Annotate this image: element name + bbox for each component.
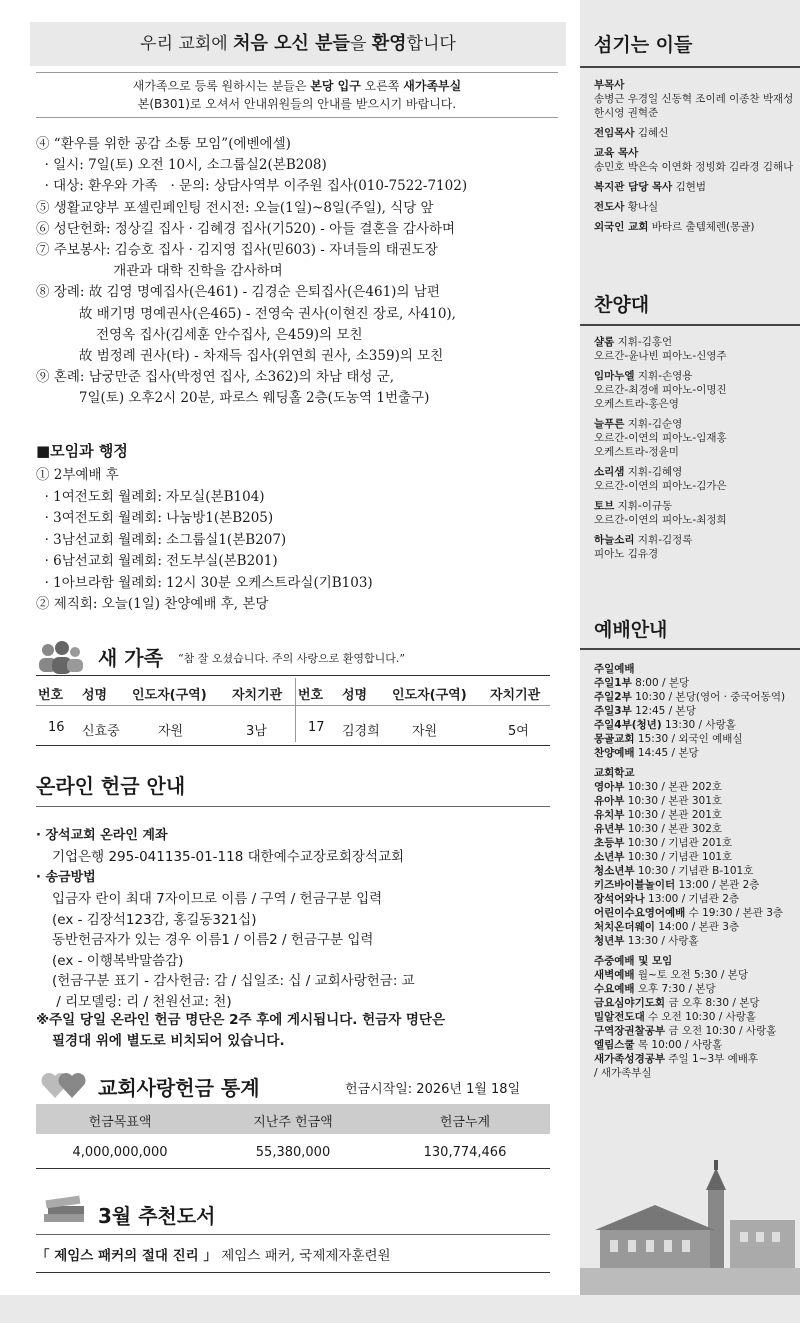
table-header: 인도자(구역): [132, 688, 207, 703]
worship-time: 월~토 오전 5:30 / 본당: [634, 969, 749, 981]
choir-entry: [594, 335, 794, 363]
choir-name: 토브: [594, 500, 615, 512]
worship-time: / 새가족부실: [594, 1067, 652, 1079]
choir-entry: [594, 369, 794, 411]
worship-name: 소년부: [594, 851, 625, 863]
worship-line: [594, 982, 794, 996]
worship-name: 유치부: [594, 809, 625, 821]
table-header: 번호: [298, 688, 324, 703]
worship-name: 금요심야기도회: [594, 997, 666, 1009]
servant-role: 전임목사: [594, 127, 635, 139]
choir-title: 찬양대: [594, 294, 650, 316]
online-note-1: ※주일 당일 온라인 헌금 명단은 2주 후에 게시됩니다. 헌금자 명단은: [36, 1012, 446, 1028]
choir-conductor: 지휘-김혜영: [624, 466, 683, 478]
table-cell: 신효중: [82, 724, 120, 739]
choir-entry: [594, 465, 794, 493]
worship-time: 목 10:00 / 사랑홀: [634, 1039, 723, 1051]
worship-time: 13:30 / 사랑홀: [624, 935, 699, 947]
choir-rule: [580, 324, 800, 326]
worship-name: 장석어와나: [594, 893, 645, 905]
worship-time: 14:00 / 본관 3층: [654, 921, 740, 933]
servant-role: 교육 목사: [594, 147, 639, 159]
choir-line-2: 오르간-이연의 피아노-김가은: [594, 480, 727, 492]
worship-title: 예배안내: [594, 619, 668, 641]
worship-group-title: 주일예배: [594, 663, 635, 675]
choir-name: 샬롬: [594, 336, 615, 348]
worship-name: 밀알전도대: [594, 1011, 645, 1023]
table-bottom-rule: [36, 745, 550, 746]
worship-time: 13:30 / 사랑홀: [661, 719, 736, 731]
stats-start-date: 헌금시작일: 2026년 1월 18일: [345, 1082, 521, 1097]
worship-name: 찬양예배: [594, 747, 635, 759]
worship-time: 10:30 / 기념관 B-101호: [634, 865, 754, 877]
worship-time: 주일 1~3부 예배후: [665, 1053, 759, 1065]
welcome-bold-1: 처음 오신 분들: [233, 33, 350, 54]
bottom-bar: [0, 1295, 800, 1323]
newfamily-title: 새 가족: [98, 646, 163, 670]
worship-name: 유아부: [594, 795, 625, 807]
servant-entry: [594, 180, 794, 194]
worship-line: [594, 864, 794, 878]
worship-line: [594, 690, 794, 704]
table-header-rule: [36, 705, 550, 706]
choir-line-2: 오르간-최경애 피아노-이명진: [594, 384, 727, 396]
choir-entry: [594, 499, 794, 527]
worship-line: [594, 1052, 794, 1066]
online-method-line: (ex - 이행복박말씀감): [52, 952, 184, 969]
stats-value: 130,774,466: [423, 1145, 507, 1160]
welcome-post: 합니다: [406, 34, 456, 54]
announcement-line: · 대상: 환우와 가족 · 문의: 상담사역부 이주원 집사(010-7522-7102): [36, 178, 468, 195]
worship-time: 15:30 / 외국인 예배실: [634, 733, 743, 745]
table-cell: 17: [308, 720, 325, 735]
servant-names: 황나실: [624, 201, 659, 213]
welcome-pre: 우리 교회에: [140, 34, 234, 54]
book-author: 제임스 패커, 국제제자훈련원: [216, 1248, 391, 1264]
online-method-label: · 송금방법: [36, 870, 96, 885]
worship-name: 초등부: [594, 837, 625, 849]
table-divider: [295, 678, 296, 742]
worship-name: 주일1부: [594, 677, 632, 689]
choir-line-1: [594, 465, 794, 479]
table-cell: 5여: [508, 724, 529, 739]
welcome-bold-2: 환영: [371, 33, 407, 54]
worship-name: 청소년부: [594, 865, 635, 877]
worship-time: 10:30 / 본관 302호: [624, 823, 723, 835]
announcement-line: 故 범정례 권사(타) - 차재득 집사(위연희 권사, 소359)의 모친: [36, 348, 444, 364]
worship-time: 12:45 / 본당: [631, 705, 696, 717]
worship-name: 주일2부: [594, 691, 632, 703]
table-header: 자치기관: [490, 688, 541, 703]
worship-name: 구역장권찰공부: [594, 1025, 666, 1037]
choir-name: 늘푸른: [594, 418, 625, 430]
choir-line-1: [594, 533, 794, 547]
stats-header: 헌금목표액: [88, 1115, 152, 1130]
servant-entry: [594, 126, 794, 140]
worship-time: 13:00 / 본관 2층: [675, 879, 760, 891]
online-rule: [36, 806, 550, 807]
announcement-line: 전영옥 집사(김세훈 안수집사, 은459)의 모친: [36, 326, 363, 343]
meeting-line: · 6남선교회 월례회: 전도부실(본B201): [36, 553, 278, 569]
table-cell: 자원: [412, 724, 438, 739]
online-title: 온라인 헌금 안내: [36, 774, 186, 798]
worship-group-title: 교회학교: [594, 767, 635, 779]
online-acct: 기업은행 295-041135-01-118 대한예수교장로회장석교회: [52, 849, 405, 865]
worship-line: [594, 836, 794, 850]
notice-text: 오른쪽: [360, 79, 404, 93]
newfamily-icon: [36, 640, 86, 674]
table-cell: 자원: [158, 724, 184, 739]
worship-line: [594, 1066, 794, 1080]
announcement-line: 개관과 대학 진학을 감사하며: [36, 263, 283, 280]
worship-line: [594, 746, 794, 760]
books-rule: [36, 1234, 550, 1235]
book-line: [36, 1244, 391, 1264]
worship-name: 엘림스쿨: [594, 1039, 635, 1051]
worship-line: [594, 718, 794, 732]
worship-line: [594, 676, 794, 690]
choir-line-3: 오케스트라-홍은영: [594, 398, 679, 410]
meeting-line: · 1아브라함 월례회: 12시 30분 오케스트라실(기B103): [36, 574, 373, 591]
worship-name: 영아부: [594, 781, 625, 793]
servant-names: 송민호 박은숙 이연화 정빙화 김라경 김해나: [594, 161, 794, 173]
online-note-2: 필경대 위에 별도로 비치되어 있습니다.: [52, 1033, 285, 1049]
announcement-line: ⑧ 장례: 故 김영 명예집사(은461) - 김경순 은퇴집사(은461)의 남편: [36, 284, 440, 301]
servant-entry: [594, 220, 794, 234]
notice-line-2: 본(B301)로 오셔서 안내위원들의 안내를 받으시기 바랍니다.: [137, 97, 457, 111]
worship-line: [594, 892, 794, 906]
worship-time: 수 19:30 / 본관 3층: [685, 907, 784, 919]
online-acct-label: · 장석교회 온라인 계좌: [36, 828, 168, 843]
stats-header: 지난주 헌금액: [253, 1115, 333, 1130]
worship-name: 새가족성경공부: [594, 1053, 666, 1065]
choir-line-3: 오케스트라-정윤미: [594, 446, 679, 458]
online-method-line: 동반헌금자가 있는 경우 이름1 / 이름2 / 헌금구분 입력: [52, 932, 374, 949]
choir-line-2: 오르간-이연의 피아노-최정희: [594, 514, 727, 526]
notice-bold: 새가족부실: [403, 79, 462, 93]
meeting-line: ② 제직회: 오늘(1일) 찬양예배 후, 본당: [36, 596, 269, 612]
church-building-image: [580, 1160, 800, 1295]
worship-line: [594, 850, 794, 864]
meeting-line: · 3여전도회 월례회: 나눔방1(본B205): [36, 510, 274, 526]
choir-line-1: [594, 335, 794, 349]
welcome-banner: [30, 22, 566, 66]
online-method-line: 입금자 란이 최대 7자이므로 이름 / 구역 / 헌금구분 입력: [52, 891, 383, 907]
worship-time: 10:30 / 본관 201호: [624, 809, 723, 821]
table-cell: 김경희: [342, 724, 380, 739]
worship-rule: [580, 648, 800, 650]
choir-conductor: 지휘-김정록: [634, 534, 693, 546]
books-bottom-rule: [36, 1272, 550, 1273]
servant-names: 김혜신: [634, 127, 669, 139]
table-header: 성명: [82, 688, 108, 703]
worship-time: 금 오후 8:30 / 본당: [665, 997, 760, 1009]
servant-names: 바타르 출템체렌(몽골): [648, 221, 755, 233]
hearts-icon: [40, 1070, 90, 1100]
worship-name: 어린이수요영어예배: [594, 907, 686, 919]
table-top-rule: [36, 675, 550, 676]
worship-line: [594, 906, 794, 920]
servant-names: 김현범: [672, 181, 707, 193]
choir-line-2: 오르간-이연의 피아노-임재홍: [594, 432, 727, 444]
choir-conductor: 지휘-김홍언: [614, 336, 673, 348]
announcement-line: ⑥ 성단헌화: 정상길 집사 · 김혜경 집사(기520) - 아들 결혼을 감사하며: [36, 220, 456, 237]
choir-entry: [594, 533, 794, 561]
servant-role: 외국인 교회: [594, 221, 649, 233]
worship-time: 8:00 / 본당: [631, 677, 690, 689]
worship-line: [594, 1010, 794, 1024]
choir-conductor: 지휘-김순영: [624, 418, 683, 430]
welcome-mid: 을: [349, 34, 372, 54]
worship-list: [594, 656, 794, 1080]
worship-name: 몽골교회: [594, 733, 635, 745]
announcement-line: 7일(토) 오후2시 20분, 파로스 웨딩홀 2층(도농역 1번출구): [36, 390, 430, 407]
announcement-line: · 일시: 7일(토) 오전 10시, 소그룹실2(본B208): [36, 157, 327, 174]
newcomer-notice: [36, 72, 558, 118]
choir-list: [594, 335, 794, 567]
newfamily-subtitle: “참 잘 오셨습니다. 주의 사랑으로 환영합니다.”: [178, 652, 405, 665]
table-header: 번호: [38, 688, 64, 703]
worship-line: [594, 808, 794, 822]
servant-entry: [594, 78, 794, 120]
announcement-line: ⑦ 주보봉사: 김승호 집사 · 김지영 집사(믿603) - 자녀들의 태권도장: [36, 242, 438, 258]
worship-time: 10:30 / 본관 301호: [624, 795, 723, 807]
worship-name: 유년부: [594, 823, 625, 835]
choir-name: 소리샘: [594, 466, 625, 478]
worship-line: [594, 996, 794, 1010]
online-method-line: / 리모델링: 리 / 천원선교: 천): [52, 994, 232, 1010]
announcement-line: 故 배기명 명예권사(은465) - 전영숙 권사(이현진 장로, 사410),: [36, 305, 456, 322]
meeting-line: · 1여전도회 월례회: 자모실(본B104): [36, 488, 265, 505]
stats-bottom-rule: [36, 1168, 550, 1169]
worship-line: [594, 704, 794, 718]
worship-time: 10:30 / 기념관 201호: [624, 837, 733, 849]
table-cell: 3남: [246, 724, 267, 739]
choir-conductor: 지휘-손영용: [634, 370, 693, 382]
worship-line: [594, 1024, 794, 1038]
worship-line: [594, 1038, 794, 1052]
worship-name: 수요예배: [594, 983, 635, 995]
worship-line: [594, 794, 794, 808]
notice-text: 새가족으로 등록 원하시는 분들은: [132, 79, 311, 93]
announcement-line: ⑨ 혼례: 남궁만준 집사(박정연 집사, 소362)의 차남 태성 군,: [36, 369, 395, 386]
online-method-line: (ex - 김장석123감, 홍길동321십): [52, 911, 257, 928]
worship-name: 주일3부: [594, 705, 632, 717]
choir-entry: [594, 417, 794, 459]
meetings-title: ■모임과 행정: [36, 442, 128, 460]
online-method-line: (헌금구분 표기 - 감사헌금: 감 / 십일조: 십 / 교회사랑헌금: 교: [52, 973, 415, 990]
worship-time: 13:00 / 기념관 2층: [644, 893, 740, 905]
worship-name: 처치온더웨이: [594, 921, 655, 933]
stats-header: 헌금누계: [439, 1115, 491, 1130]
worship-line: [594, 780, 794, 794]
servants-rule: [580, 66, 800, 68]
servant-role: 전도사: [594, 201, 625, 213]
worship-line: [594, 968, 794, 982]
table-cell: 16: [48, 720, 65, 735]
servants-title: 섬기는 이들: [594, 34, 693, 56]
servants-list: [594, 78, 794, 240]
table-header: 인도자(구역): [392, 688, 467, 703]
stats-value: 4,000,000,000: [72, 1145, 168, 1160]
meeting-line: · 3남선교회 월례회: 소그룹실1(본B207): [36, 531, 287, 548]
announcement-line: ④ “환우를 위한 공감 소통 모임”(에벤에셀): [36, 136, 291, 152]
worship-line: [594, 822, 794, 836]
table-header: 자치기관: [232, 688, 283, 703]
worship-time: 금 오전 10:30 / 사랑홀: [665, 1025, 777, 1037]
sidebar: [580, 0, 800, 1323]
stats-value: 55,380,000: [255, 1145, 331, 1160]
servant-entry: [594, 200, 794, 214]
book-title: 「 제임스 패커의 절대 진리 」: [36, 1248, 217, 1264]
worship-time: 14:45 / 본당: [634, 747, 699, 759]
choir-line-1: [594, 499, 794, 513]
worship-time: 10:30 / 기념관 101호: [624, 851, 733, 863]
worship-time: 수 오전 10:30 / 사랑홀: [644, 1011, 757, 1023]
worship-group-title: 주중예배 및 모임: [594, 955, 673, 967]
servant-entry: [594, 146, 794, 174]
worship-name: 키즈바이블놀이터: [594, 879, 676, 891]
choir-conductor: 지휘-이규동: [614, 500, 673, 512]
choir-name: 하늘소리: [594, 534, 635, 546]
worship-line: [594, 732, 794, 746]
worship-time: 10:30 / 본관 202호: [624, 781, 723, 793]
books-icon: [40, 1192, 90, 1226]
books-title: 3월 추천도서: [98, 1204, 216, 1228]
worship-name: 새벽예배: [594, 969, 635, 981]
worship-name: 청년부: [594, 935, 625, 947]
choir-line-1: [594, 417, 794, 431]
table-header: 성명: [342, 688, 368, 703]
worship-line: [594, 878, 794, 892]
stats-title: 교회사랑헌금 통계: [98, 1076, 260, 1100]
notice-bold: 본당 입구: [310, 79, 361, 93]
choir-line-2: 오르간-윤나빈 피아노-신영주: [594, 350, 727, 362]
worship-name: 주일4부(청년): [594, 719, 662, 731]
worship-line: [594, 920, 794, 934]
servant-role: 부목사: [594, 79, 625, 91]
notice-line-1: [36, 77, 558, 95]
servant-names: 송병근 우경일 신동혁 조이레 이종찬 박재성 한시영 권혁준: [594, 93, 794, 119]
servant-role: 복지관 담당 목사: [594, 181, 673, 193]
announcement-line: ⑤ 생활교양부 포셀린페인팅 전시전: 오늘(1일)~8일(주일), 식당 앞: [36, 199, 434, 216]
choir-line-2: 피아노 김유경: [594, 548, 659, 560]
meeting-line: ① 2부예배 후: [36, 467, 119, 483]
worship-line: [594, 934, 794, 948]
worship-time: 10:30 / 본당(영어 · 중국어동역): [631, 691, 786, 703]
choir-name: 임마누엘: [594, 370, 635, 382]
worship-time: 오후 7:30 / 본당: [634, 983, 716, 995]
choir-line-1: [594, 369, 794, 383]
